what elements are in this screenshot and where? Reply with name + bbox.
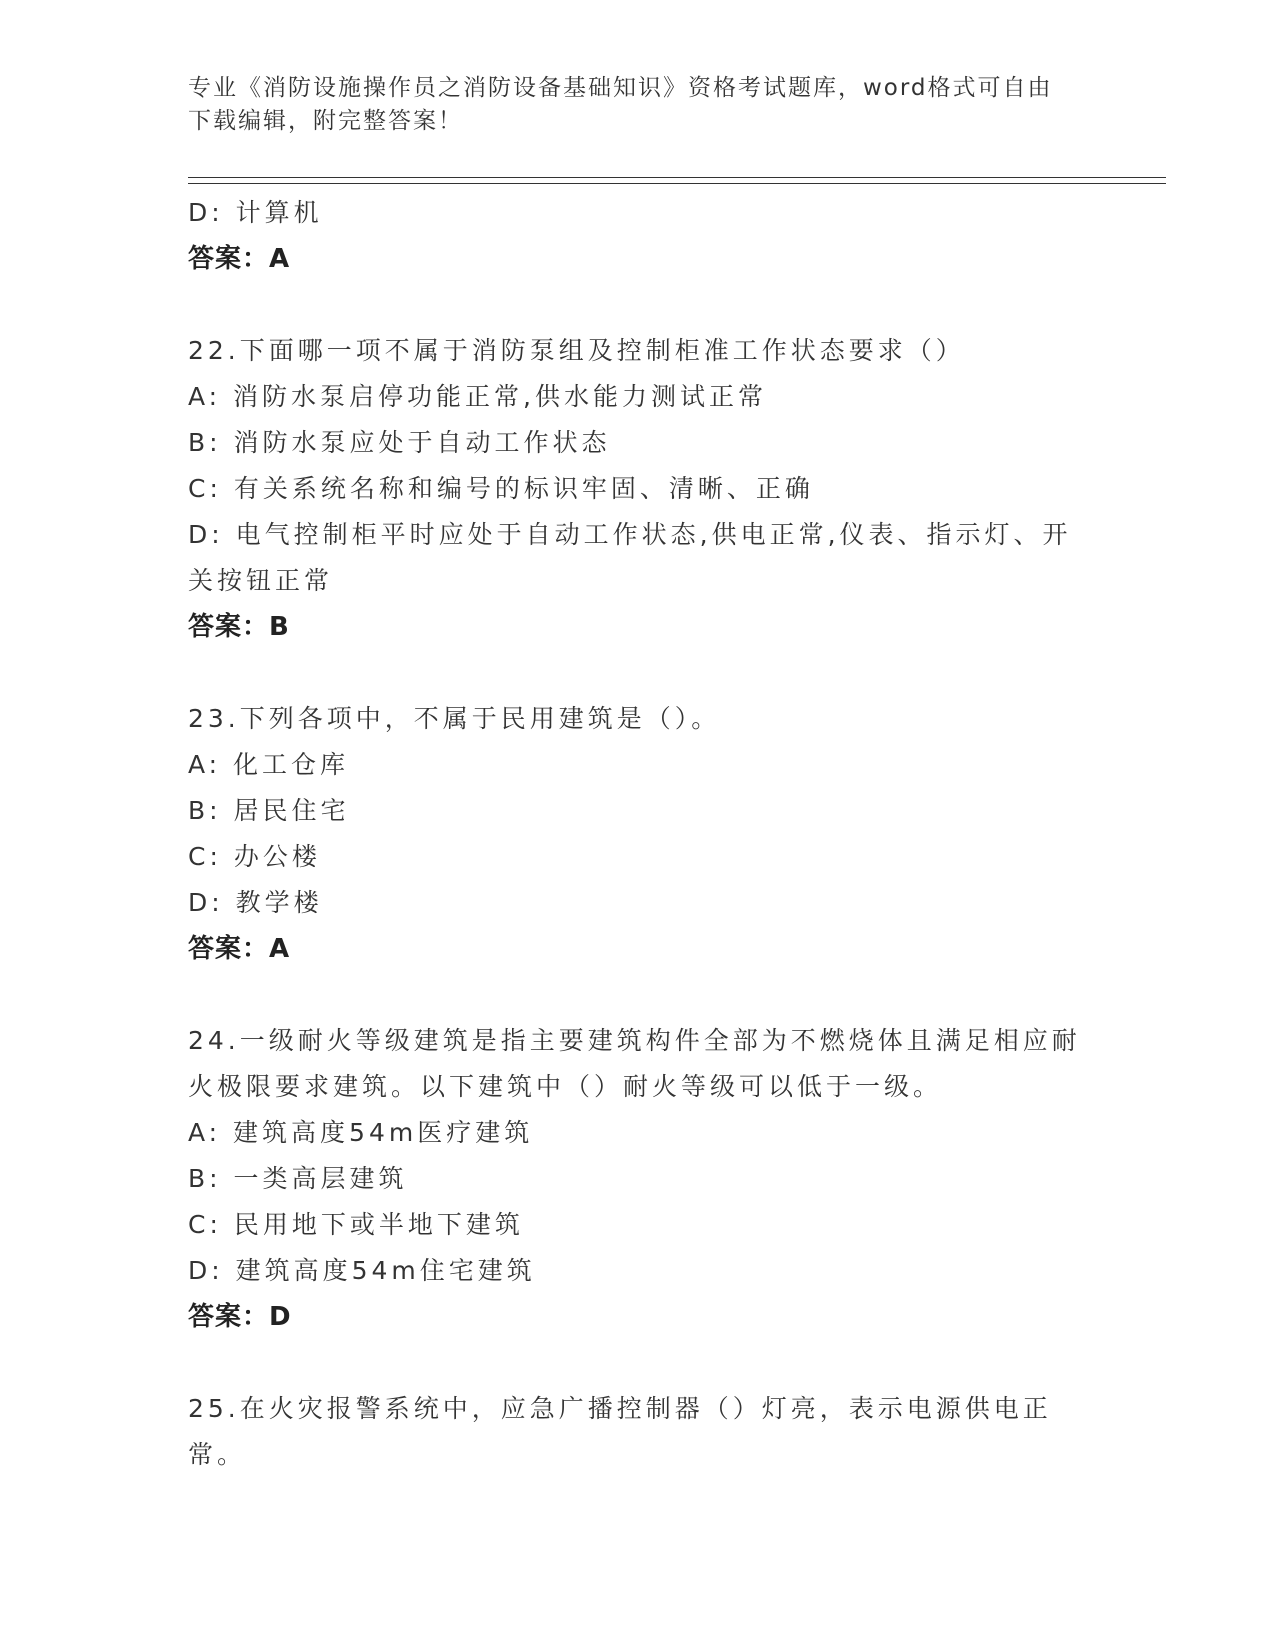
option-d: D: 建筑高度54m住宅建筑 bbox=[188, 1256, 536, 1285]
option-b: B: 居民住宅 bbox=[188, 796, 350, 825]
option-d: D: 电气控制柜平时应处于自动工作状态,供电正常,仪表、指示灯、开关按钮正常 bbox=[188, 520, 1072, 595]
question-stem: 23.下列各项中，不属于民用建筑是（）。 bbox=[188, 704, 721, 733]
answer: 答案：B bbox=[188, 612, 290, 642]
question-stem: 25.在火灾报警系统中，应急广播控制器（）灯亮，表示电源供电正常。 bbox=[188, 1394, 1052, 1469]
answer: 答案：A bbox=[188, 244, 291, 274]
header-divider-top bbox=[188, 177, 1166, 178]
question-stem: 22.下面哪一项不属于消防泵组及控制柜准工作状态要求（） bbox=[188, 336, 965, 365]
question-24 bbox=[188, 1018, 1088, 1340]
option-b: B: 一类高层建筑 bbox=[188, 1164, 408, 1193]
option-d: D: 教学楼 bbox=[188, 888, 323, 917]
question-list bbox=[188, 190, 1088, 1478]
option-a: A: 消防水泵启停功能正常,供水能力测试正常 bbox=[188, 382, 767, 411]
option-c: C: 有关系统名称和编号的标识牢固、清晰、正确 bbox=[188, 474, 814, 503]
answer: 答案：D bbox=[188, 1302, 292, 1332]
header-divider-bottom bbox=[188, 183, 1166, 184]
option-d: D: 计算机 bbox=[188, 198, 323, 227]
option-c: C: 民用地下或半地下建筑 bbox=[188, 1210, 524, 1239]
option-b: B: 消防水泵应处于自动工作状态 bbox=[188, 428, 611, 457]
answer: 答案：A bbox=[188, 934, 291, 964]
question-25 bbox=[188, 1386, 1088, 1478]
question-stem: 24.一级耐火等级建筑是指主要建筑构件全部为不燃烧体且满足相应耐火极限要求建筑。以下建筑中（）耐火等级可以低于一级。 bbox=[188, 1026, 1081, 1101]
option-c: C: 办公楼 bbox=[188, 842, 321, 871]
option-a: A: 建筑高度54m医疗建筑 bbox=[188, 1118, 534, 1147]
option-a: A: 化工仓库 bbox=[188, 750, 350, 779]
question-23 bbox=[188, 696, 1088, 972]
page-header: 专业《消防设施操作员之消防设备基础知识》资格考试题库，word格式可自由下载编辑，附完整答案！ bbox=[188, 75, 1053, 134]
question-22 bbox=[188, 328, 1088, 650]
